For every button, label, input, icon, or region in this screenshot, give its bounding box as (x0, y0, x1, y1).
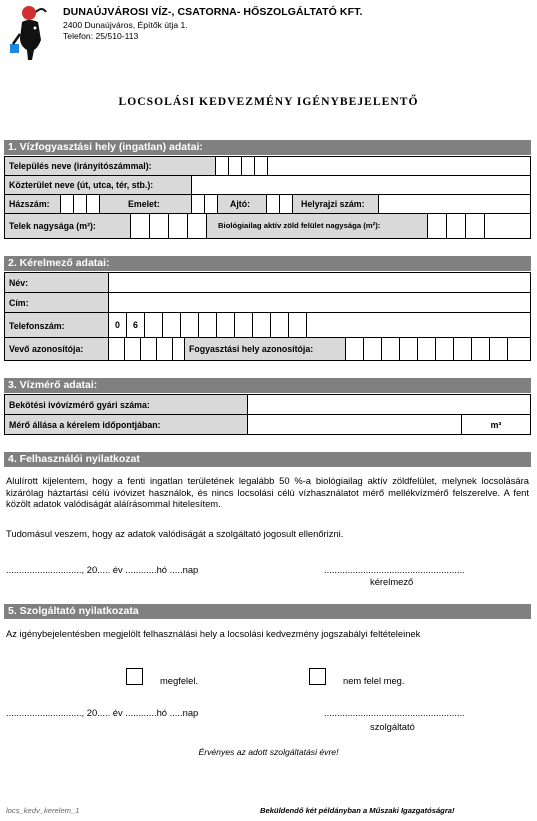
section5-header: 5. Szolgáltató nyilatkozata (4, 604, 531, 619)
plot-size-box-1[interactable] (130, 213, 150, 239)
zip-box-3[interactable] (241, 156, 255, 176)
phone-box-9[interactable] (288, 312, 307, 338)
submission-note: Beküldendő két példányban a Műszaki Igazgatóságra! (260, 806, 455, 815)
plot-size-label: Telek nagysága (m²): (4, 213, 131, 239)
declaration-paragraph: Alulírott kijelentem, hogy a fenti ingatlan területének legalább 50 %-a biológiailag aktív zöldfelület, melynek locsolására kizárólag háztartási célú ivóvizet használok, és nincs locsolási célú vízhasználatot mérő mellékvízmérő felszerelve. A fent közölt adatok valódiságát aláírásommal hitelesítem. (6, 475, 529, 509)
company-name: DUNAÚJVÁROSI VÍZ-, CSATORNA- HŐSZOLGÁLTATÓ KFT. (63, 6, 363, 18)
customer-id-box-2[interactable] (124, 337, 141, 361)
site-id-box-7[interactable] (453, 337, 472, 361)
applicant-name-label: Név: (4, 272, 109, 293)
door-box-1[interactable] (266, 194, 280, 214)
green-area-box-1[interactable] (427, 213, 447, 239)
validity-note: Érvényes az adott szolgáltatási évre! (198, 747, 339, 757)
meter-reading-input[interactable] (247, 414, 462, 435)
applicant-date-line[interactable]: ............................., 20..... év ............hó .....nap (6, 564, 199, 575)
phone-box-6[interactable] (234, 312, 253, 338)
phone-box-3[interactable] (180, 312, 199, 338)
house-number-box-2[interactable] (73, 194, 87, 214)
meter-serial-label: Bekötési ivóvízmérő gyári száma: (4, 394, 248, 415)
phone-box-2[interactable] (162, 312, 181, 338)
company-phone: Telefon: 25/510-113 (63, 31, 139, 41)
street-input[interactable] (191, 175, 531, 195)
phone-label: Telefonszám: (4, 312, 109, 338)
zip-box-4[interactable] (254, 156, 268, 176)
applicant-address-input[interactable] (108, 292, 531, 313)
verification-notice: Tudomásul veszem, hogy az adatok valódiságát a szolgáltató jogosult ellenőrizni. (6, 528, 344, 539)
house-number-box-1[interactable] (60, 194, 74, 214)
meter-reading-label: Mérő állása a kérelem időpontjában: (4, 414, 248, 435)
site-id-box-5[interactable] (417, 337, 436, 361)
customer-id-box-4[interactable] (156, 337, 173, 361)
customer-id-label: Vevő azonosítója: (4, 337, 109, 361)
zip-box-2[interactable] (228, 156, 242, 176)
site-id-box-1[interactable] (345, 337, 364, 361)
company-logo (8, 4, 56, 60)
section4-header: 4. Felhasználói nyilatkozat (4, 452, 531, 467)
floor-box-2[interactable] (204, 194, 218, 214)
settlement-input[interactable] (267, 156, 531, 176)
meets-requirements-label: megfelel. (160, 675, 199, 686)
section1-header: 1. Vízfogyasztási hely (ingatlan) adatai: (4, 140, 531, 155)
phone-box-7[interactable] (252, 312, 271, 338)
applicant-address-label: Cím: (4, 292, 109, 313)
green-area-box-3[interactable] (465, 213, 485, 239)
settlement-label: Település neve (irányítószámmal): (4, 156, 216, 176)
applicant-signature-line[interactable]: ...................................................... (324, 564, 465, 575)
form-title: LOCSOLÁSI KEDVEZMÉNY IGÉNYBEJELENTŐ (118, 95, 419, 108)
form-code: locs_kedv_kerelem_1 (6, 806, 80, 815)
green-area-box-2[interactable] (446, 213, 466, 239)
parcel-label: Helyrajzi szám: (292, 194, 379, 214)
door-label: Ajtó: (217, 194, 267, 214)
section2-header: 2. Kérelmező adatai: (4, 256, 531, 271)
phone-prefix-0: 0 (108, 312, 127, 338)
section3-header: 3. Vízmérő adatai: (4, 378, 531, 393)
phone-box-4[interactable] (198, 312, 217, 338)
site-id-box-8[interactable] (471, 337, 490, 361)
phone-rest-input[interactable] (306, 312, 531, 338)
provider-signature-line[interactable]: ...................................................... (324, 707, 465, 718)
phone-box-1[interactable] (144, 312, 163, 338)
site-id-box-4[interactable] (399, 337, 418, 361)
house-number-label: Házszám: (4, 194, 61, 214)
not-meets-requirements-label: nem felel meg. (343, 675, 405, 686)
phone-box-8[interactable] (270, 312, 289, 338)
site-id-box-3[interactable] (381, 337, 400, 361)
phone-box-5[interactable] (216, 312, 235, 338)
phone-prefix-6: 6 (126, 312, 145, 338)
house-number-box-3[interactable] (86, 194, 100, 214)
applicant-signature-label: kérelmező (370, 576, 414, 587)
site-id-box-9[interactable] (489, 337, 508, 361)
site-id-label: Fogyasztási hely azonosítója: (184, 337, 346, 361)
provider-signature-label: szolgáltató (370, 721, 415, 732)
green-area-box-4[interactable] (484, 213, 531, 239)
green-area-label: Biológiailag aktív zöld felület nagysága (m²): (206, 213, 428, 239)
applicant-name-input[interactable] (108, 272, 531, 293)
zip-box-1[interactable] (215, 156, 229, 176)
plot-size-box-4[interactable] (187, 213, 207, 239)
plot-size-box-2[interactable] (149, 213, 169, 239)
site-id-box-10[interactable] (507, 337, 531, 361)
meter-serial-input[interactable] (247, 394, 531, 415)
site-id-box-2[interactable] (363, 337, 382, 361)
provider-paragraph: Az igénybejelentésben megjelölt felhasználási hely a locsolási kedvezmény jogszabályi feltételeinek (6, 628, 421, 639)
customer-id-box-3[interactable] (140, 337, 157, 361)
provider-date-line[interactable]: ............................., 20..... év ............hó .....nap (6, 707, 199, 718)
meter-unit: m³ (461, 414, 531, 435)
street-label: Közterület neve (út, utca, tér, stb.): (4, 175, 192, 195)
door-box-2[interactable] (279, 194, 293, 214)
floor-label: Emelet: (99, 194, 192, 214)
floor-box-1[interactable] (191, 194, 205, 214)
customer-id-box-1[interactable] (108, 337, 125, 361)
parcel-input[interactable] (378, 194, 531, 214)
site-id-box-6[interactable] (435, 337, 454, 361)
plot-size-box-3[interactable] (168, 213, 188, 239)
not-meets-requirements-checkbox[interactable] (309, 668, 326, 685)
company-address: 2400 Dunaújváros, Építők útja 1. (63, 20, 188, 30)
meets-requirements-checkbox[interactable] (126, 668, 143, 685)
